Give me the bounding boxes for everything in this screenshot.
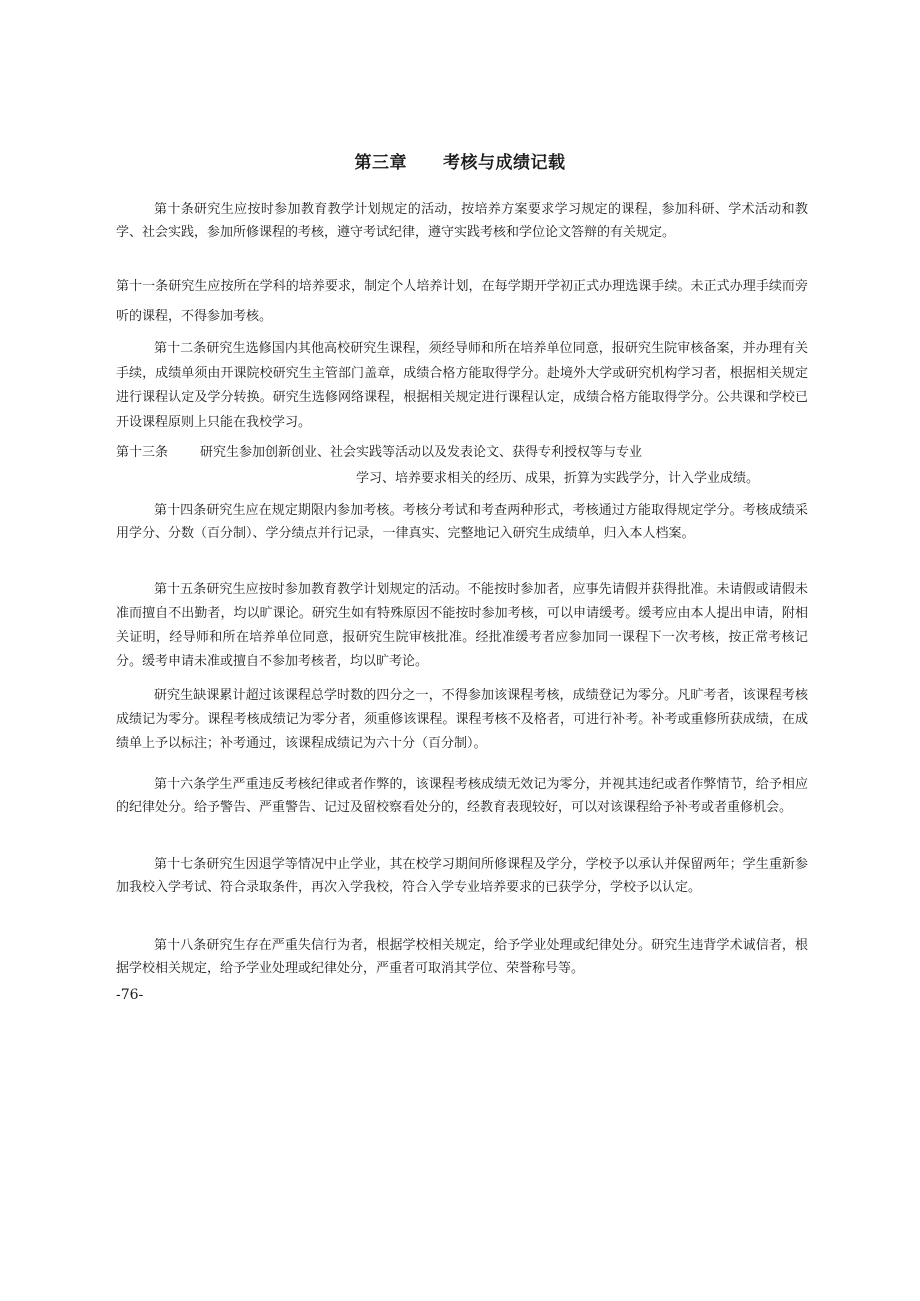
page-number: -76- bbox=[116, 987, 144, 1003]
article-12: 第十二条研究生选修国内其他高校研究生课程，须经导师和所在培养单位同意，报研究生院审核备案，并办理有关手续，成绩单须由开课院校研究生主管部门盖章，成绩合格方能取得学分。赴境外大学或研究机构学习者，根据相关规定进行课程认定及学分转换。研究生选修网络课程，根据相关规定进行课程认定，成绩合格方能取得学分。公共课和学校已开设课程原则上只能在我校学习。 bbox=[116, 341, 808, 430]
article-17: 第十七条研究生因退学等情况中止学业，其在校学习期间所修课程及学分，学校予以承认并保留两年；学生重新参加我校入学考试、符合录取条件，再次入学我校，符合入学专业培养要求的已获学分，学校予以认定。 bbox=[116, 857, 808, 895]
article-13-line-2: 学习、培养要求相关的经历、成果，折算为实践学分，计入学业成绩。 bbox=[356, 471, 760, 486]
article-18: 第十八条研究生存在严重失信行为者，根据学校相关规定，给予学业处理或纪律处分。研究生违背学术诚信者，根据学校相关规定，给予学业处理或纪律处分，严重者可取消其学位、荣誉称号等。 bbox=[116, 938, 808, 976]
article-10: 第十条研究生应按时参加教育教学计划规定的活动，按培养方案要求学习规定的课程，参加科研、学术活动和教学、社会实践，参加所修课程的考核，遵守考试纪律，遵守实践考核和学位论文答辩的有关规定。 bbox=[116, 202, 808, 240]
article-15: 第十五条研究生应按时参加教育教学计划规定的活动。不能按时参加者，应事先请假并获得批准。未请假或请假未准而擅自不出勤者，均以旷课论。研究生如有特殊原因不能按时参加考核，可以申请缓考。缓考应由本人提出申请，附相关证明，经导师和所在培养单位同意，报研究生院审核批准。经批准缓考者应参加同一课程下一次考核，按正常考核记分。缓考申请未准或擅自不参加考核者，均以旷考论。 bbox=[116, 582, 808, 669]
article-13-line-1 bbox=[116, 441, 642, 464]
chapter-heading: 考核与成绩记载 bbox=[443, 153, 566, 173]
chapter-title bbox=[0, 148, 920, 173]
article-13-text-1: 研究生参加创新创业、社会实践等活动以及发表论文、获得专利授权等与专业 bbox=[200, 445, 643, 460]
article-13-label: 第十三条 bbox=[116, 445, 169, 460]
chapter-number: 第三章 bbox=[354, 153, 407, 173]
article-14: 第十四条研究生应在规定期限内参加考核。考核分考试和考查两种形式，考核通过方能取得规定学分。考核成绩采用学分、分数（百分制）、学分绩点并行记录，一律真实、完整地记入研究生成绩单，归入本人档案。 bbox=[116, 503, 808, 541]
article-15-continued: 研究生缺课累计超过该课程总学时数的四分之一，不得参加该课程考核，成绩登记为零分。凡旷考者，该课程考核成绩记为零分。课程考核成绩记为零分者，须重修该课程。课程考核不及格者，可进行补考。补考或重修所获成绩，在成绩单上予以标注；补考通过，该课程成绩记为六十分（百分制）。 bbox=[116, 688, 808, 751]
article-16: 第十六条学生严重违反考核纪律或者作弊的，该课程考核成绩无效记为零分，并视其违纪或者作弊情节，给予相应的纪律处分。给予警告、严重警告、记过及留校察看处分的，经教育表现较好，可以对该课程给予补考或者重修机会。 bbox=[116, 777, 808, 815]
article-11: 第十一条研究生应按所在学科的培养要求，制定个人培养计划，在每学期开学初正式办理选课手续。未正式办理手续而旁听的课程，不得参加考核。 bbox=[116, 279, 808, 324]
